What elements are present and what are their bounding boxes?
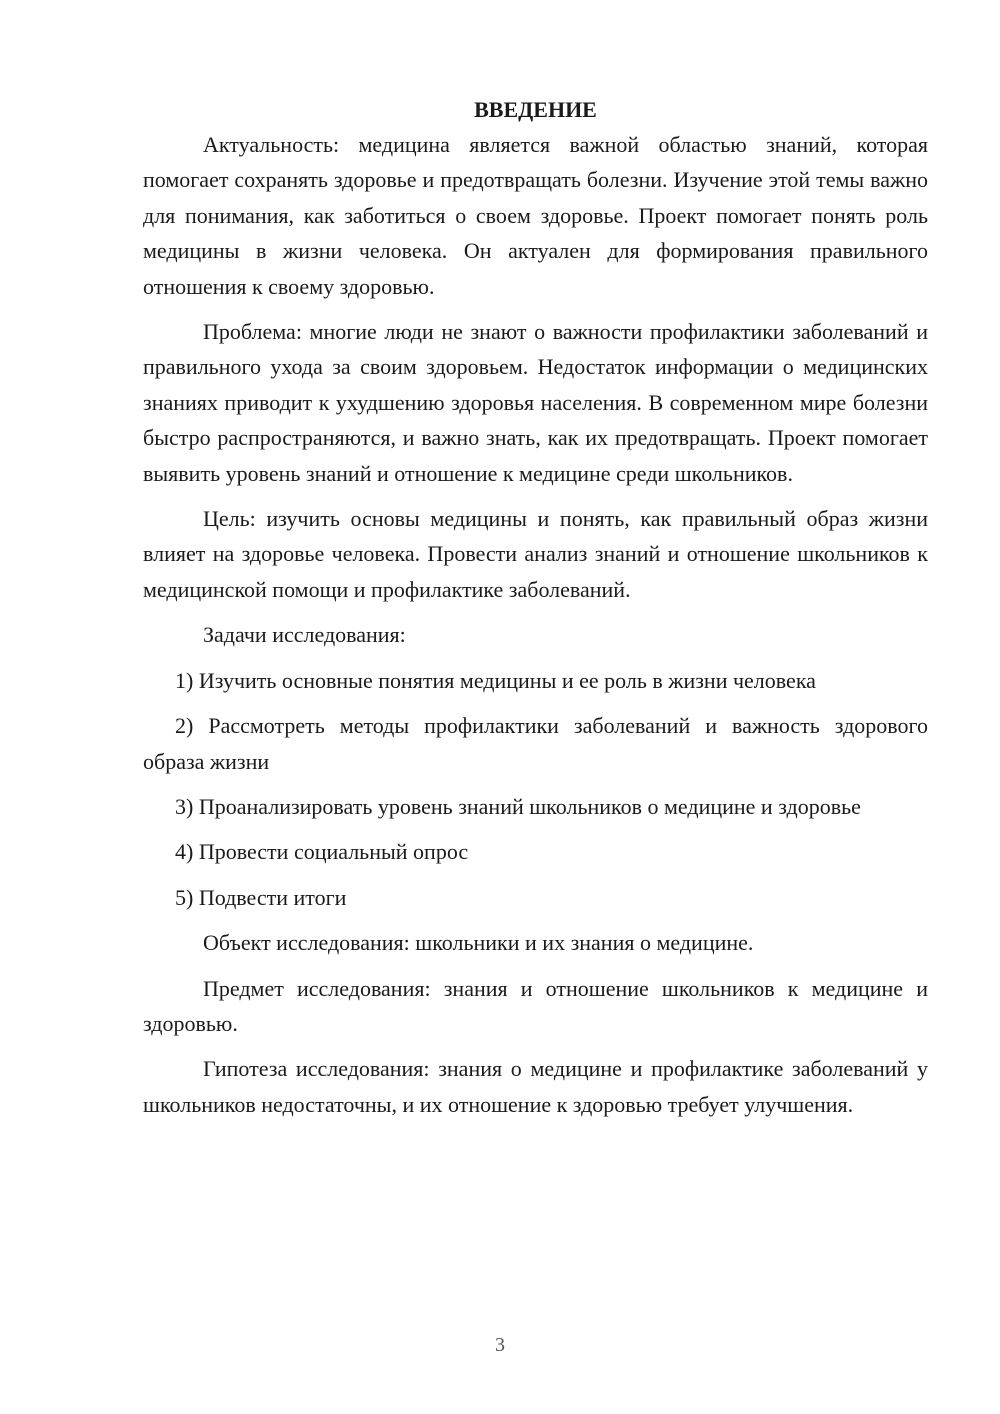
task-item: 4) Провести социальный опрос [175,839,469,865]
task-item: 5) Подвести итоги [175,884,347,910]
page-content [143,92,928,1122]
object-paragraph: Объект исследования: школьники и их знания о медицине. [203,930,754,956]
task-item: 1) Изучить основные понятия медицины и ее роль в жизни человека [175,667,816,693]
goal-paragraph: Цель: изучить основы медицины и понять, как правильный образ жизни влияет на здоровье человека. Провести анализ знаний и отношение школьников к медицинской помощи и профилактике заболеваний. [143,506,928,602]
hypothesis-paragraph: Гипотеза исследования: знания о медицине и профилактике заболеваний у школьников недостаточны, и их отношение к здоровью требует улучшения. [143,1056,928,1117]
page-title: ВВЕДЕНИЕ [474,97,597,122]
problem-paragraph: Проблема: многие люди не знают о важности профилактики заболеваний и правильного ухода за своим здоровьем. Недостаток информации о медицинских знаниях приводит к ухудшению здоровья населения. В современном мире болезни быстро распространяются, и важно знать, как их предотвращать. Проект помогает выявить уровень знаний и отношение к медицине среди школьников. [143,319,928,486]
tasks-heading: Задачи исследования: [203,622,406,648]
task-item: 2) Рассмотреть методы профилактики заболеваний и важность здорового образа жизни [143,713,928,774]
relevance-paragraph: Актуальность: медицина является важной областью знаний, которая помогает сохранять здоровье и предотвращать болезни. Изучение этой темы важно для понимания, как заботиться о своем здоровье. Проект помогает понять роль медицины в жизни человека. Он актуален для формирования правильного отношения к своему здоровью. [143,132,928,299]
task-item: 3) Проанализировать уровень знаний школьников о медицине и здоровье [175,793,861,819]
subject-paragraph: Предмет исследования: знания и отношение школьников к медицине и здоровью. [143,975,928,1036]
page-number: 3 [495,1334,505,1356]
